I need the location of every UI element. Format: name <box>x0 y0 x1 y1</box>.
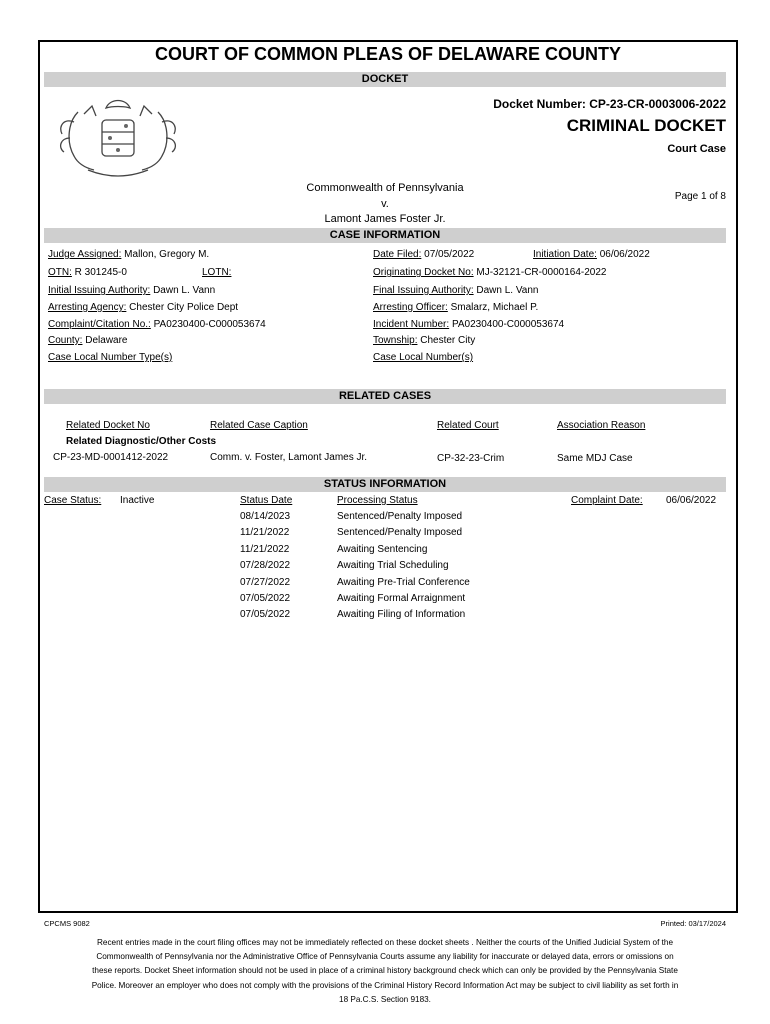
judge-row <box>48 249 209 260</box>
related-caption-header: Related Case Caption <box>210 420 308 431</box>
incident-row <box>373 319 564 330</box>
complaint-row <box>48 319 266 330</box>
otn-label: OTN: <box>48 267 72 278</box>
processing-status: Awaiting Formal Arraignment <box>337 593 466 604</box>
related-docket-value: CP-23-MD-0001412-2022 <box>53 452 169 463</box>
complaint-date-label: Complaint Date: <box>571 495 643 506</box>
form-id: CPCMS 9082 <box>44 919 90 928</box>
arresting-officer-row <box>373 302 538 313</box>
disclaimer: Recent entries made in the court filing offices may not be immediately reflected on these docket sheets . Neither the courts of the Unified Judicial System of the Commonwealth of Pennsylvania nor the Administrative Office of Pennsylvania Courts assume any liability for inaccurate or delayed data, errors or omissions on these reports. Docket Sheet information should not be used in place of a criminal history background check which can only be provided by the Pennsylvania State Police. Moreover an employer who does not comply with the provisions of the Criminal History Record Information Act may be subject to civil liability as set forth in 18 Pa.C.S. Section 9183. <box>91 938 679 1004</box>
printed-date: Printed: 03/17/2024 <box>660 919 726 928</box>
initiation-date-label: Initiation Date: <box>533 249 597 260</box>
county-row <box>48 335 128 346</box>
judge-label: Judge Assigned: <box>48 249 122 260</box>
originating-docket-label: Originating Docket No: <box>373 267 474 278</box>
incident-value: PA0230400-C000053674 <box>451 319 565 330</box>
status-date: 11/21/2022 <box>240 543 290 555</box>
final-authority-row <box>373 285 538 296</box>
case-status-row <box>44 495 101 506</box>
county-label: County: <box>48 335 83 346</box>
status-date-header: Status Date <box>240 495 293 506</box>
county-value: Delaware <box>85 335 128 346</box>
page-number: Page 1 of 8 <box>674 191 726 202</box>
case-status-label: Case Status: <box>44 495 102 506</box>
date-filed-row <box>373 249 474 260</box>
processing-status: Awaiting Filing of Information <box>337 609 466 621</box>
processing-status: Awaiting Sentencing <box>337 543 428 555</box>
processing-status: Sentenced/Penalty Imposed <box>337 527 463 539</box>
court-title: COURT OF COMMON PLEAS OF DELAWARE COUNTY <box>155 44 621 64</box>
date-filed-label: Date Filed: <box>373 249 422 260</box>
status-date: 07/05/2022 <box>240 609 291 621</box>
final-authority-value: Dawn L. Vann <box>476 285 539 296</box>
caption-line-3: Lamont James Foster Jr. <box>324 213 446 225</box>
processing-status: Awaiting Trial Scheduling <box>337 560 449 572</box>
case-local-number-label: Case Local Number(s) <box>373 352 474 363</box>
processing-status: Sentenced/Penalty Imposed <box>337 511 463 522</box>
complaint-label: Complaint/Citation No.: <box>48 319 151 330</box>
association-reason-value: Same MDJ Case <box>557 453 633 464</box>
township-value: Chester City <box>420 335 476 346</box>
case-status-value: Inactive <box>120 495 155 506</box>
originating-docket-row <box>373 267 606 278</box>
related-docket-header: Related Docket No <box>66 420 150 431</box>
processing-status-header: Processing Status <box>337 495 418 506</box>
status-date: 07/05/2022 <box>240 593 291 604</box>
township-row <box>373 335 475 346</box>
final-authority-label: Final Issuing Authority: <box>373 285 474 296</box>
arresting-officer-label: Arresting Officer: <box>373 302 448 313</box>
status-date: 08/14/2023 <box>240 511 291 522</box>
status-date: 07/27/2022 <box>240 576 291 588</box>
caption-line-1: Commonwealth of Pennsylvania <box>306 182 464 194</box>
lotn-label: LOTN: <box>202 267 232 278</box>
initial-authority-row <box>48 285 215 296</box>
pennsylvania-seal-icon <box>48 92 188 178</box>
complaint-value: PA0230400-C000053674 <box>153 319 266 330</box>
otn-value: R 301245-0 <box>74 267 127 278</box>
arresting-agency-row <box>48 302 238 313</box>
arresting-officer-value: Smalarz, Michael P. <box>450 302 539 313</box>
status-date: 11/21/2022 <box>240 527 290 539</box>
arresting-agency-label: Arresting Agency: <box>48 302 127 313</box>
docket-bar: DOCKET <box>44 72 726 87</box>
case-local-number-type-label: Case Local Number Type(s) <box>48 352 173 363</box>
related-court-header: Related Court <box>437 420 499 431</box>
initial-authority-label: Initial Issuing Authority: <box>48 285 151 296</box>
case-information-bar: CASE INFORMATION <box>44 228 726 243</box>
otn-row <box>48 267 127 278</box>
initiation-date-value: 06/06/2022 <box>599 249 650 260</box>
related-caption-value: Comm. v. Foster, Lamont James Jr. <box>210 452 368 463</box>
related-cases-bar: RELATED CASES <box>44 389 726 404</box>
related-group-label: Related Diagnostic/Other Costs <box>66 436 217 447</box>
status-date: 07/28/2022 <box>240 560 291 572</box>
originating-docket-value: MJ-32121-CR-0000164-2022 <box>476 267 607 278</box>
processing-status: Awaiting Pre-Trial Conference <box>337 576 470 588</box>
related-court-value: CP-32-23-Crim <box>437 453 505 464</box>
complaint-date-value: 06/06/2022 <box>666 495 717 506</box>
caption-line-2: v. <box>381 198 389 210</box>
judge-value: Mallon, Gregory M. <box>124 249 210 260</box>
arresting-agency-value: Chester City Police Dept <box>129 302 239 313</box>
case-kind: Court Case <box>667 143 726 155</box>
association-reason-header: Association Reason <box>557 420 646 431</box>
initial-authority-value: Dawn L. Vann <box>153 285 216 296</box>
docket-number: Docket Number: CP-23-CR-0003006-2022 <box>493 97 726 111</box>
status-information-bar: STATUS INFORMATION <box>44 477 726 492</box>
township-label: Township: <box>373 335 418 346</box>
incident-label: Incident Number: <box>373 319 450 330</box>
date-filed-value: 07/05/2022 <box>424 249 475 260</box>
docket-type: CRIMINAL DOCKET <box>566 116 726 135</box>
initiation-date-row <box>533 249 650 260</box>
